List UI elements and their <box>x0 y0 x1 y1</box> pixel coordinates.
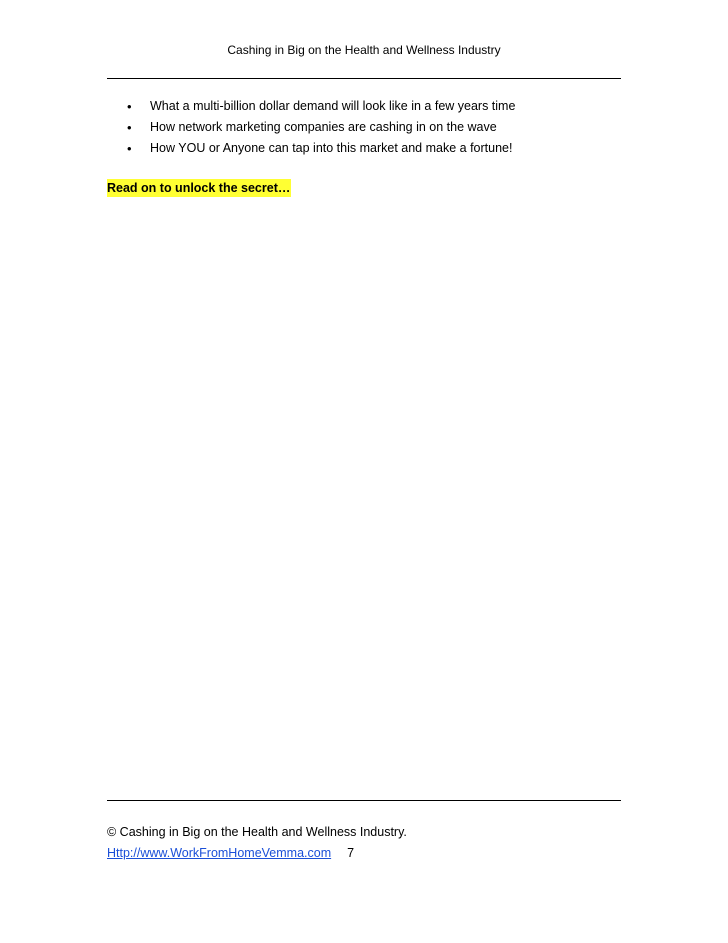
footer-copyright: © Cashing in Big on the Health and Wellness Industry. <box>107 825 407 839</box>
bullet-icon: • <box>127 120 132 135</box>
header-title: Cashing in Big on the Health and Wellness Industry <box>227 43 501 57</box>
footer-link-line <box>107 845 354 862</box>
footer-divider <box>107 800 621 801</box>
bullet-icon: • <box>127 141 132 156</box>
bullet-text: What a multi-billion dollar demand will look like in a few years time <box>150 99 516 113</box>
bullet-icon: • <box>127 99 132 114</box>
header-divider <box>107 78 621 79</box>
page-number: 7 <box>347 846 355 860</box>
bullet-text: How YOU or Anyone can tap into this market and make a fortune! <box>150 141 513 155</box>
website-link[interactable]: Http://www.WorkFromHomeVemma.com <box>107 846 332 860</box>
highlighted-callout: Read on to unlock the secret… <box>107 181 291 195</box>
bullet-text: How network marketing companies are cashing in on the wave <box>150 120 497 134</box>
